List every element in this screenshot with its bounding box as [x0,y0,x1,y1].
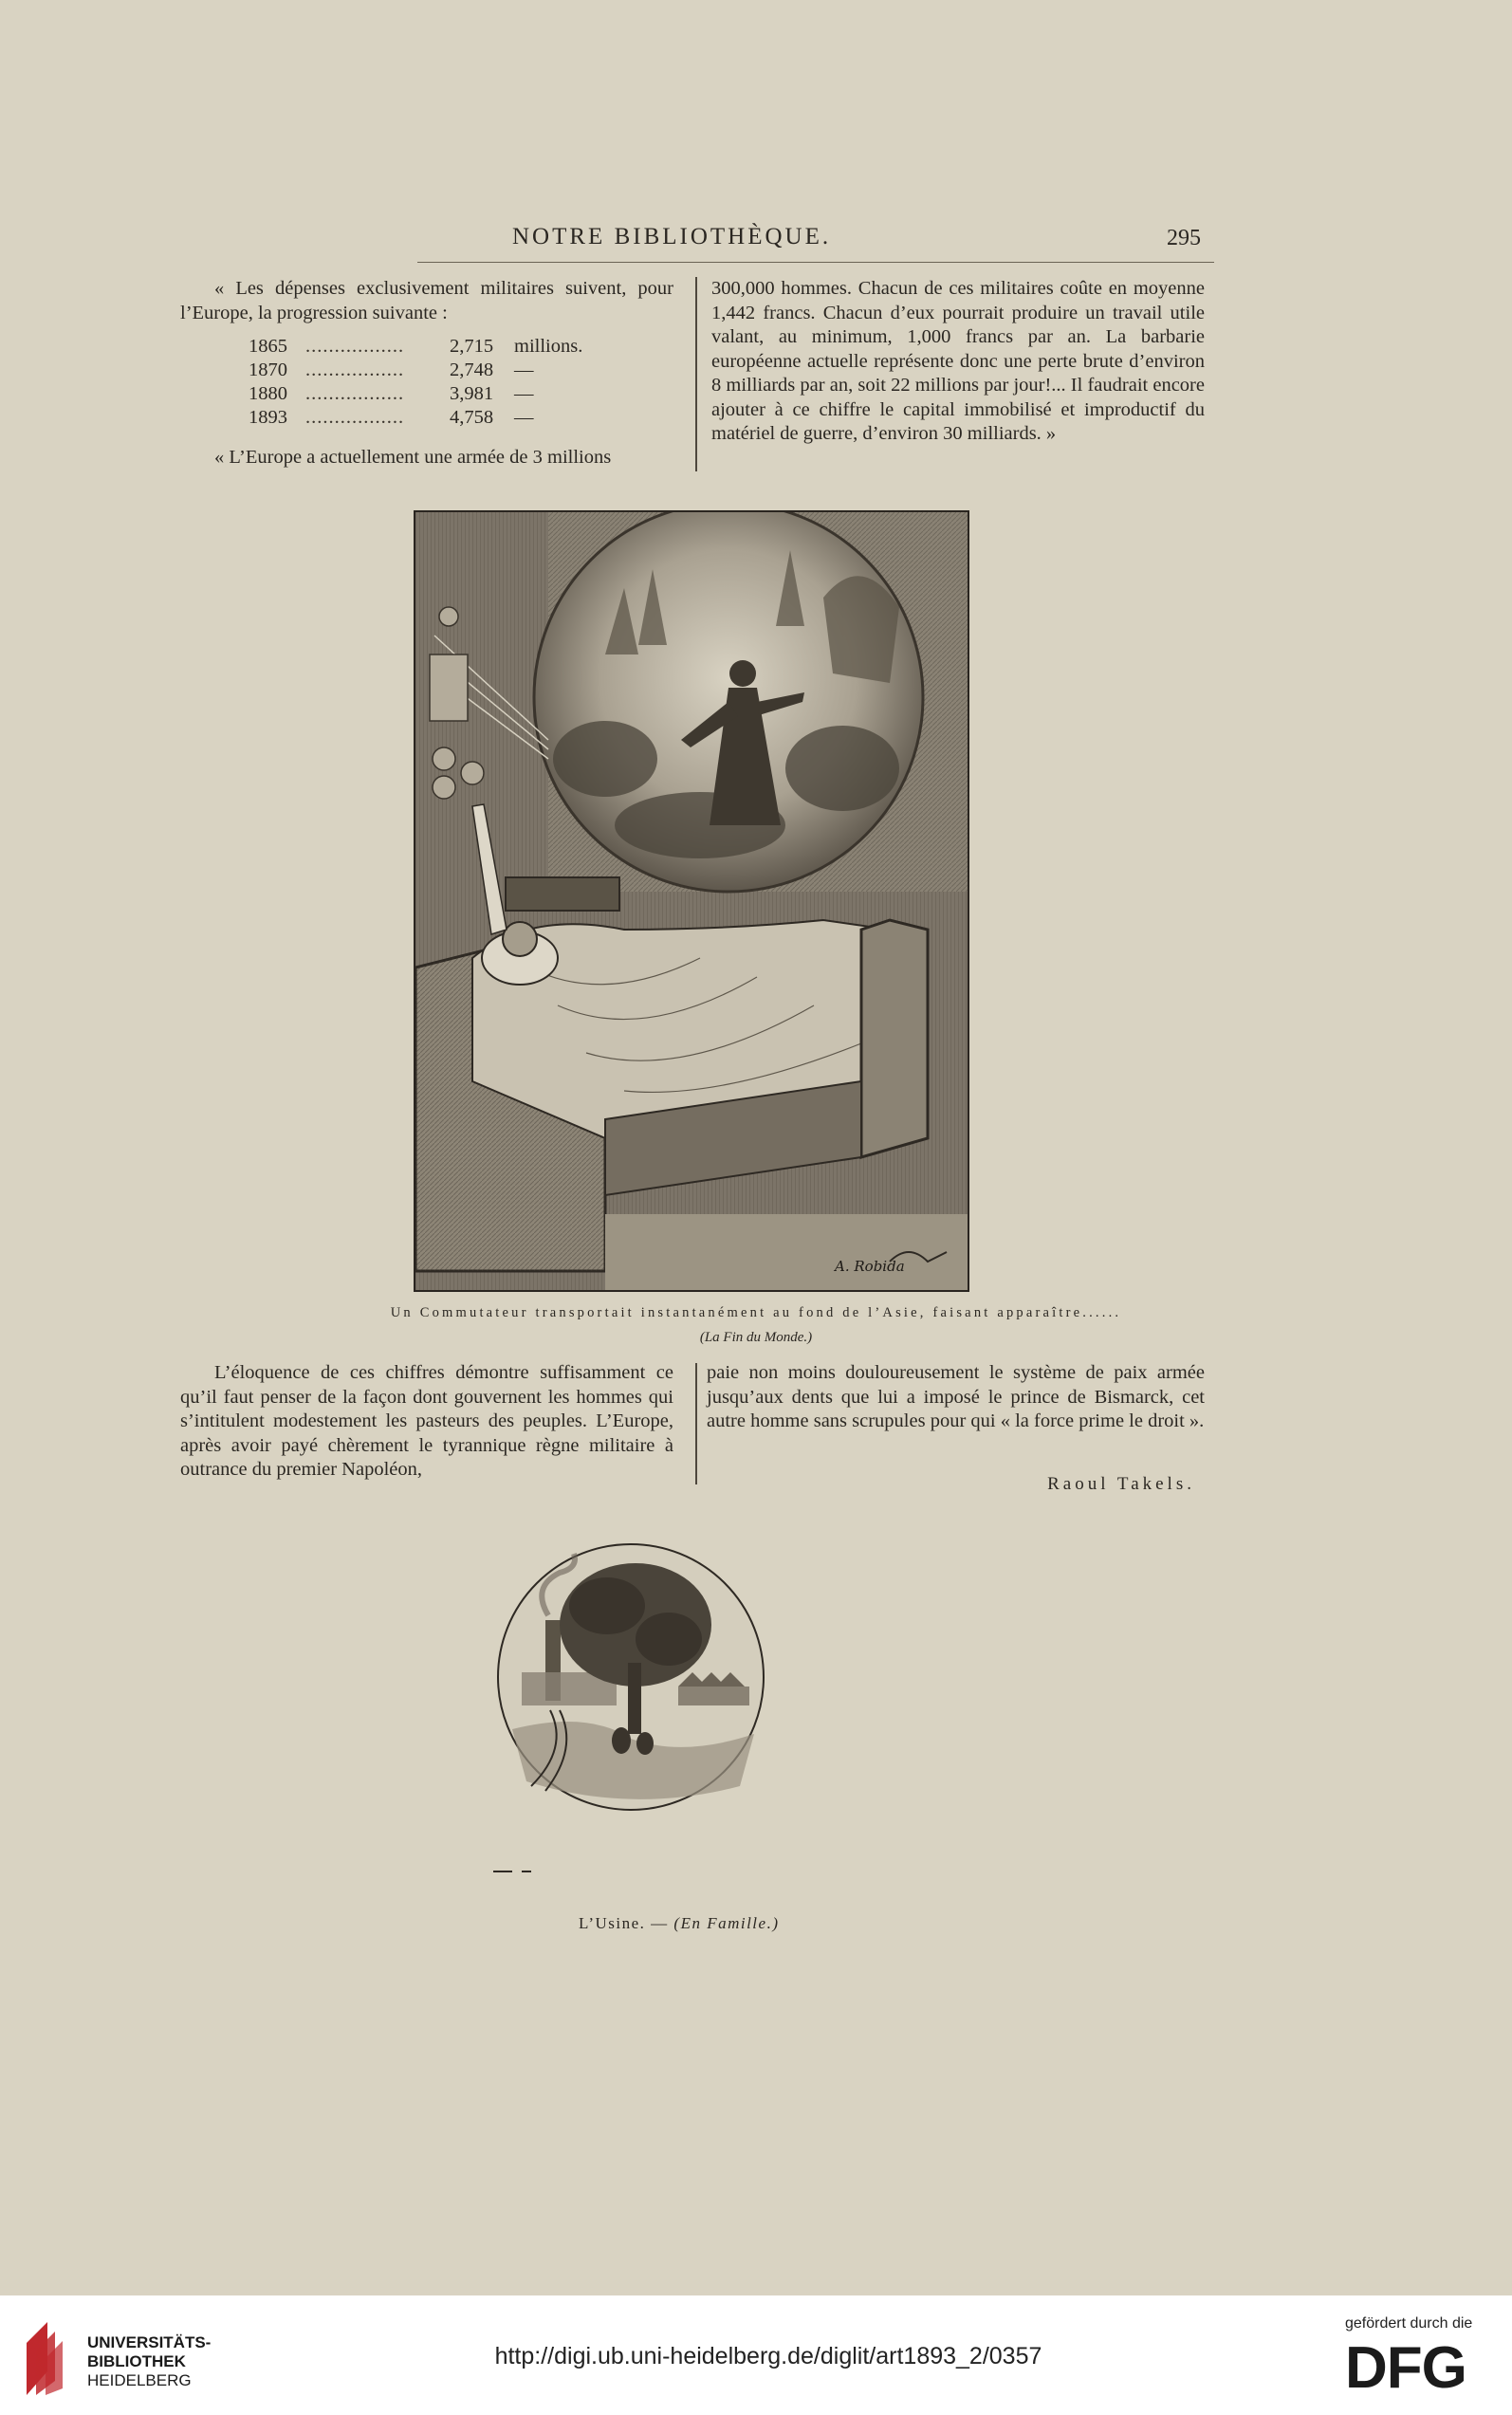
progression-row [249,335,628,359]
illustration-caption: Un Commutateur transportait instantanément au fond de l’Asie, faisant apparaître...... [390,1305,1122,1320]
progression-value: 4,758 [450,407,494,428]
progression-unit: millions. [514,336,583,357]
progression-row [249,359,628,382]
progression-value: 3,981 [450,383,494,404]
dream-illustration [414,510,969,1292]
top-left-column-end [180,446,673,470]
progression-value: 2,748 [450,359,494,380]
column-rule [695,1363,697,1484]
illustration-engraving [415,512,968,1290]
vignette-dash: — [645,1914,674,1932]
page-number: 295 [1167,226,1201,250]
progression-value: 2,715 [450,336,494,357]
vignette-title: L’Usine. [579,1914,646,1932]
vignette-source: (En Famille.) [673,1914,780,1932]
progression-year: 1880 [249,383,287,404]
top-left-column [180,277,673,325]
progression-table [249,335,628,430]
dot-leader: ................. [305,383,405,404]
artist-signature: A. Robida [835,1258,905,1275]
factory-vignette [493,1521,768,1885]
illustration-source: (La Fin du Monde.) [699,1330,813,1345]
viewer-footer [0,2295,1512,2415]
progression-year: 1865 [249,336,287,357]
progression-unit: — [514,359,534,380]
top-right-column [711,277,1205,447]
permalink-url[interactable]: http://digi.ub.uni-heidelberg.de/diglit/art1893_2/0357 [494,2343,1042,2369]
bottom-right-column [707,1361,1205,1434]
running-head: NOTRE BIBLIOTHÈQUE. [512,224,832,249]
ub-heidelberg-logo-icon[interactable] [19,2314,78,2400]
vignette-engraving [493,1521,768,1885]
paragraph-intro: « Les dépenses exclusivement militaires suivent, pour l’Europe, la progression suivante : [180,278,673,323]
author-signature: Raoul Takels. [1047,1474,1195,1494]
dfg-logo[interactable]: DFG [1345,2335,1466,2401]
paragraph-eloquence: L’éloquence de ces chiffres démontre suffisamment ce qu’il faut penser de la façon dont gouvernent les hommes qui s’intitulent modestement les pasteurs des peuples. L’Europe, après avoir payé chèrement le tyrannique règne militaire à outrance du premier Napoléon, [180,1362,673,1480]
head-rule [417,262,1214,263]
progression-unit: — [514,383,534,404]
paragraph-cost: 300,000 hommes. Chacun de ces militaires coûte en moyenne 1,442 francs. Chacun d’eux pourrait produire un travail utile valant, au minimum, 1,000 francs par an. La barbarie européenne actuelle représente donc une perte brute d’environ 8 milliards par an, soit 22 millions par jour!... Il faudrait encore ajouter à ce chiffre le capital immobilisé et improductif du matériel de guerre, d’environ 30 milliards. » [711,278,1205,444]
paragraph-bismarck: paie non moins douloureusement le système de paix armée jusqu’aux dents que lui a imposé le prince de Bismarck, cet autre homme sans scrupules pour qui « la force prime le droit ». [707,1362,1205,1431]
progression-row [249,406,628,430]
column-rule [695,277,697,471]
paragraph-army: « L’Europe a actuellement une armée de 3 millions [214,447,612,468]
progression-unit: — [514,407,534,428]
dot-leader: ................. [305,336,405,357]
vignette-caption [579,1914,901,1933]
library-name[interactable]: UNIVERSITÄTS- BIBLIOTHEK HEIDELBERG [87,2333,212,2389]
progression-row [249,382,628,406]
funding-label: gefördert durch die [1345,2315,1473,2332]
bottom-left-column [180,1361,673,1483]
progression-year: 1893 [249,407,287,428]
progression-year: 1870 [249,359,287,380]
dot-leader: ................. [305,359,405,380]
dot-leader: ................. [305,407,405,428]
